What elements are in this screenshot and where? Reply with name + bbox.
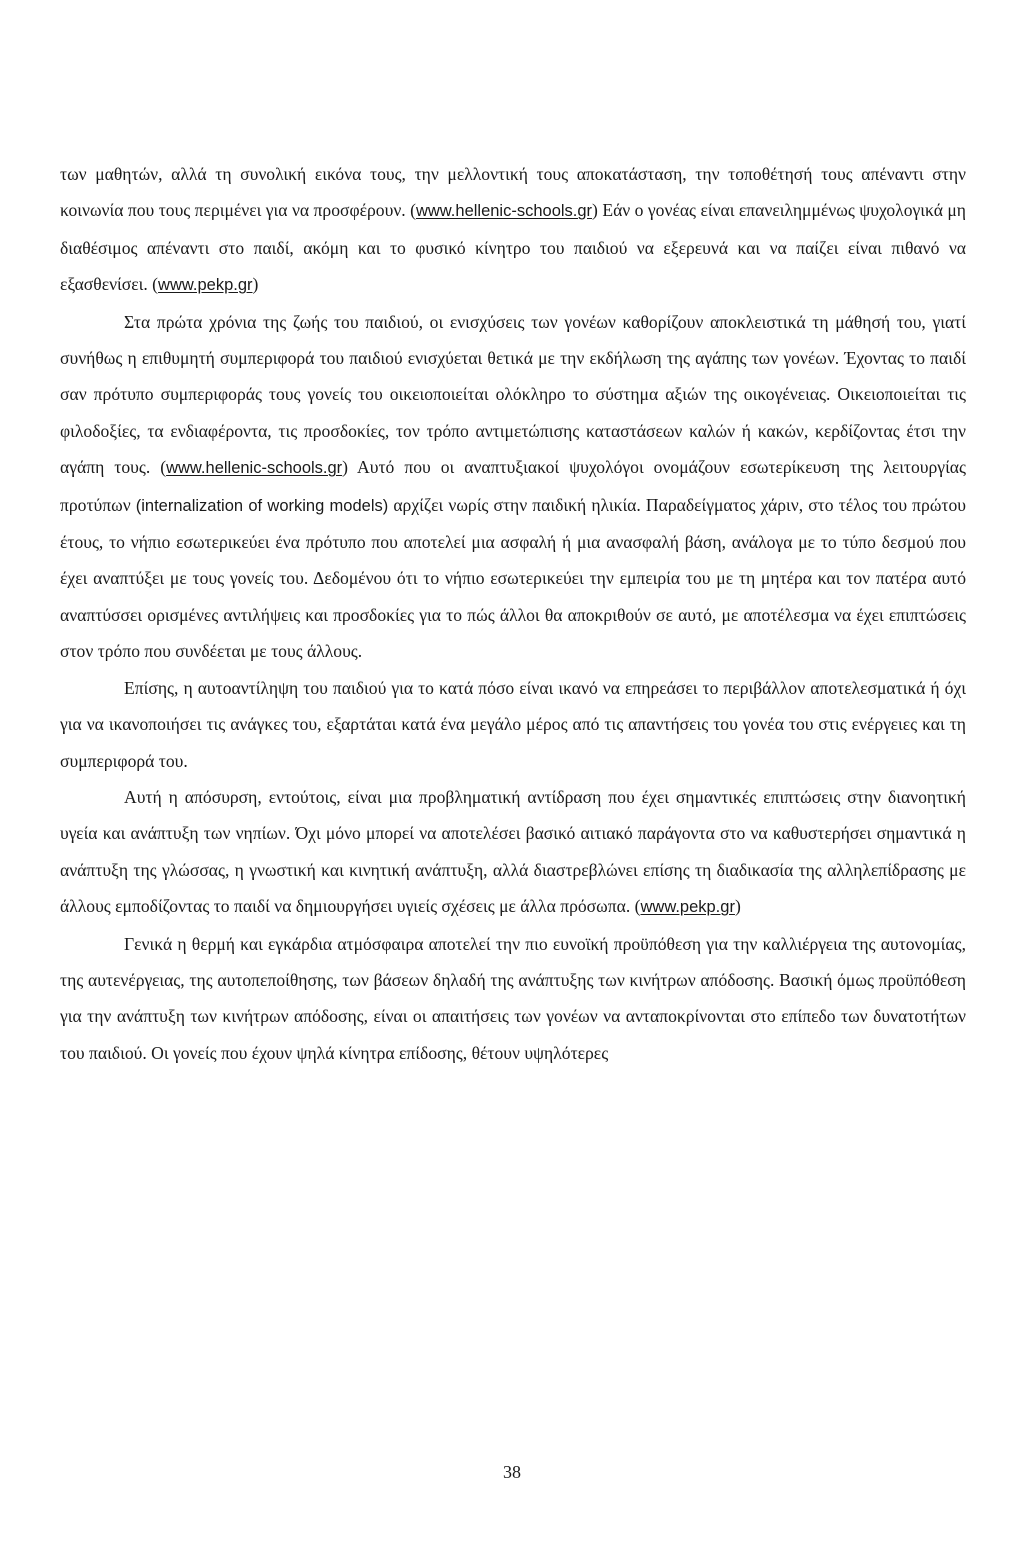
paragraph-2 (60, 304, 966, 670)
paragraph-4-text-b: ) (734, 896, 741, 917)
paragraph-5: Γενικά η θερμή και εγκάρδια ατμόσφαιρα αποτελεί την πιο ευνοϊκή προϋπόθεση για την καλλιέργεια της αυτονομίας, της αυτενέργειας, της αυτοπεποίθησης, των βάσεων δηλαδή της ανάπτυξης των κινήτρων απόδοσης. Βασική όμως προϋπόθεση για την ανάπτυξη των κινήτρων απόδοσης, είναι οι απαιτήσεις των γονέων να ανταποκρίνονται στο επίπεδο των δυνατοτήτων του παιδιού. Οι γονείς που έχουν ψηλά κίνητρα επίδοσης, θέτουν υψηλότερες (60, 933, 966, 1063)
paragraph-2-text-b: ) Αυτό που οι αναπτυξιακοί ψυχολόγοι ονομάζουν εσωτερίκευση της λειτουργίας προτύπων (60, 457, 966, 515)
page-number: 38 (503, 1462, 521, 1482)
pekp-link[interactable]: www.pekp.gr (158, 276, 253, 295)
hellenic-schools-link[interactable]: www.hellenic-schools.gr (415, 202, 593, 221)
body-text (60, 156, 966, 1071)
english-term: (internalization of working models) (135, 496, 389, 515)
hellenic-schools-link[interactable]: www.hellenic-schools.gr (166, 459, 343, 478)
pekp-link[interactable]: www.pekp.gr (640, 898, 735, 917)
paragraph-1-text-c: ) (252, 274, 259, 295)
paragraph-3: Επίσης, η αυτοαντίληψη του παιδιού για το κατά πόσο είναι ικανό να επηρεάσει το περιβάλλον αποτελεσματικά ή όχι για να ικανοποιήσει τις ανάγκες του, εξαρτάται κατά ένα μεγάλο μέρος από τις απαντήσεις του γονέα του στις ενέργειες και τη συμπεριφορά του. (60, 677, 966, 771)
paragraph-4 (60, 779, 966, 926)
paragraph-1-text-b: ) Εάν ο γονέας είναι επανειλημμένως ψυχολογικά μη διαθέσιμος απέναντι στο παιδί, ακόμη και το φυσικό κίνητρο του παιδιού να εξερευνά και να παίζει είναι πιθανό να εξασθενίσει. ( (60, 200, 966, 295)
paragraph-1 (60, 156, 966, 304)
paragraph-1-text-a: των μαθητών, αλλά τη συνολική εικόνα τους, την μελλοντική τους αποκατάσταση, την τοποθέτησή τους απέναντι στην κοινωνία που τους περιμένει για να προσφέρουν. ( (60, 164, 966, 221)
paragraph-2-text-a: Στα πρώτα χρόνια της ζωής του παιδιού, οι ενισχύσεις των γονέων καθορίζουν αποκλειστικά τη μάθησή του, γιατί συνήθως η επιθυμητή συμπεριφορά του παιδιού ενισχύεται θετικά με την εκδήλωση της αγάπης των γονέων. Έχοντας το παιδί σαν πρότυπο συμπεριφοράς τους γονείς του οικειοποιείται ολόκληρο το σύστημα αξιών της οικογένειας. Οικειοποιείται τις φιλοδοξίες, τα ενδιαφέροντα, τις προσδοκίες, τον τρόπο αντιμετώπισης καταστάσεων καλών ή κακών, κερδίζοντας έτσι την αγάπη τους. ( (60, 311, 966, 478)
paragraph-2-text-c: αρχίζει νωρίς στην παιδική ηλικία. Παραδείγματος χάριν, στο τέλος του πρώτου έτους, το νήπιο εσωτερικεύει ένα πρότυπο που αποτελεί μια ασφαλή ή μια ανασφαλή βάση, ανάλογα με το τύπο δεσμού που έχει αναπτύξει με τους γονείς του. Δεδομένου ότι το νήπιο εσωτερικεύει την εμπειρία του με τη μητέρα και τον πατέρα αυτό αναπτύσσει ορισμένες αντιλήψεις και προσδοκίες για το πώς άλλοι θα αποκριθούν σε αυτό, με αποτέλεσμα να έχει επιπτώσεις στον τρόπο που συνδέεται με τους άλλους. (60, 494, 966, 662)
paragraph-4-text-a: Αυτή η απόσυρση, εντούτοις, είναι μια προβληματική αντίδραση που έχει σημαντικές επιπτώσεις στην διανοητική υγεία και ανάπτυξη των νηπίων. Όχι μόνο μπορεί να αποτελέσει βασικό αιτιακό παράγοντα στο να καθυστερήσει σημαντικά η ανάπτυξη της γλώσσας, η γνωστική και κινητική ανάπτυξη, αλλά διαστρεβλώνει επίσης τη διαδικασία της αλληλεπίδρασης με άλλους εμποδίζοντας το παιδί να δημιουργήσει υγιείς σχέσεις με άλλα πρόσωπα. ( (60, 786, 966, 917)
